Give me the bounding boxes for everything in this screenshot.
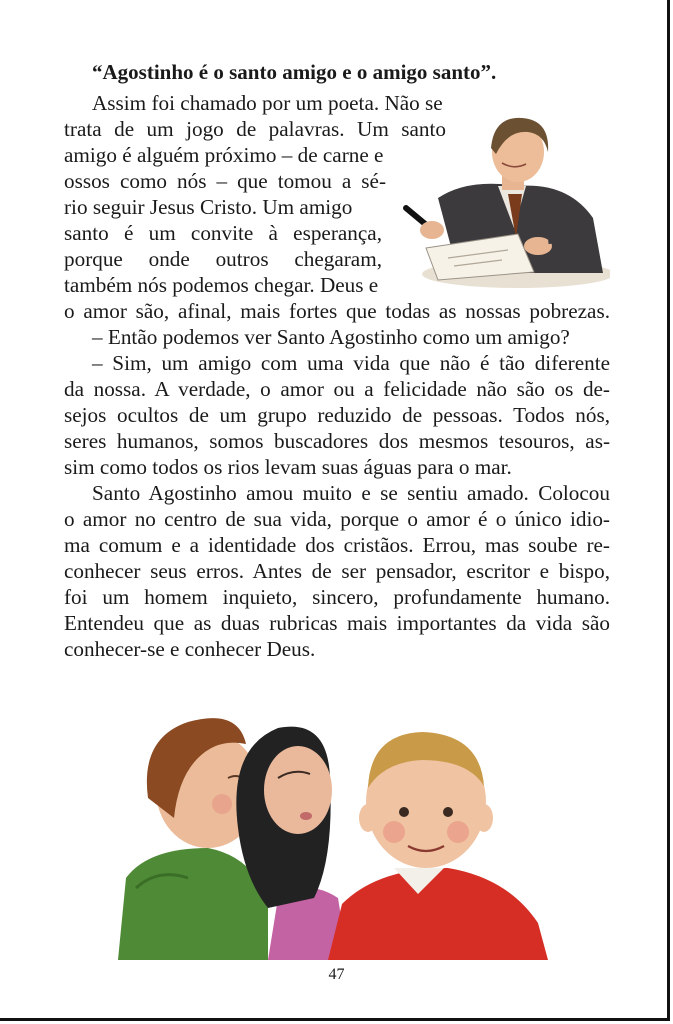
paragraph-2 (64, 324, 610, 480)
page-number: 47 (328, 966, 345, 983)
text-line: porque onde outros chegaram, (64, 247, 382, 271)
text-line: foi um homem inquieto, sincero, profundamente humano. (64, 585, 610, 609)
paragraph-3 (64, 480, 610, 662)
text-line: da nossa. A verdade, o amor ou a felicidade não são os de- (64, 377, 610, 401)
text-line: – Sim, um amigo com uma vida que não é tão diferente (92, 351, 610, 375)
text-line: o amor são, afinal, mais fortes que todas as nossas pobrezas. (64, 299, 610, 323)
text-line: trata de um jogo de palavras. Um santo (64, 117, 446, 141)
text-line: santo é um convite à esperança, (64, 221, 382, 245)
man-writing-illustration (398, 108, 610, 294)
text-line: Entendeu que as duas rubricas mais importantes da vida são (64, 611, 610, 635)
text-line: Assim foi chamado por um poeta. Não se (92, 91, 443, 115)
young-people-illustration (118, 708, 556, 960)
text-line: rio seguir Jesus Cristo. Um amigo (64, 195, 353, 219)
text-line: ossos como nós – que tomou a sé- (64, 169, 386, 193)
text-line: também nós podemos chegar. Deus e (64, 273, 379, 297)
text-line: – Então podemos ver Santo Agostinho como um amigo? (92, 325, 570, 349)
text-line: o amor no centro de sua vida, porque o amor é o único idio- (64, 507, 610, 531)
text-line: conhecer seus erros. Antes de ser pensador, escritor e bispo, (64, 559, 610, 583)
text-line: seres humanos, somos buscadores dos mesmos tesouros, as- (64, 429, 610, 453)
text-line: amigo é alguém próximo – de carne e (64, 143, 384, 167)
page-heading: “Agostinho é o santo amigo e o amigo santo”. (92, 60, 497, 84)
text-line: sejos ocultos de um grupo reduzido de pessoas. Todos nós, (64, 403, 610, 427)
text-line: sim como todos os rios levam suas águas para o mar. (64, 455, 512, 479)
text-line: conhecer-se e conhecer Deus. (64, 637, 316, 661)
text-line: Santo Agostinho amou muito e se sentiu amado. Colocou (92, 481, 610, 505)
text-line: ma comum e a identidade dos cristãos. Errou, mas soube re- (64, 533, 610, 557)
